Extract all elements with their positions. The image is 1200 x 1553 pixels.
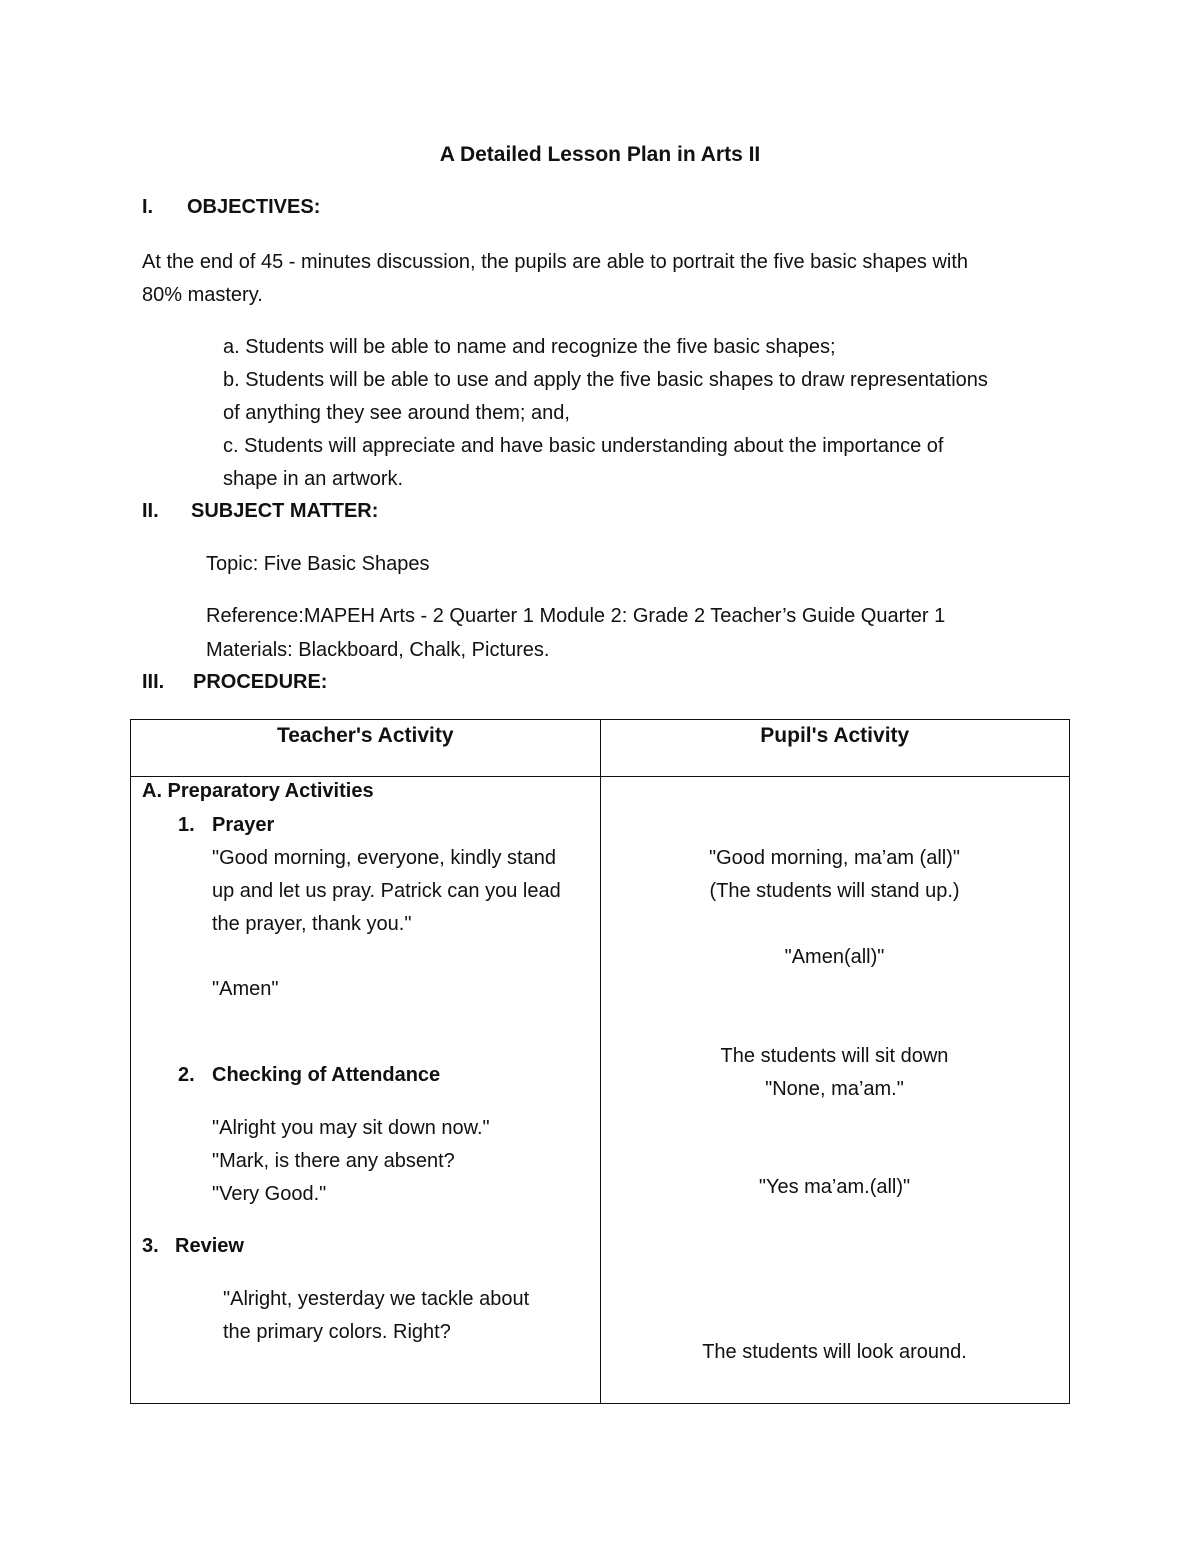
attendance-line-1: "Alright you may sit down now." xyxy=(212,1117,490,1139)
prayer-line-2: up and let us pray. Patrick can you lead xyxy=(212,880,561,902)
pupil-line-3: "Amen(all)" xyxy=(784,946,885,968)
subject-materials: Materials: Blackboard, Chalk, Pictures. xyxy=(206,639,550,661)
section-heading-objectives: OBJECTIVES: xyxy=(187,196,321,218)
objective-item-a: a. Students will be able to name and recognize the five basic shapes; xyxy=(223,336,836,358)
objective-item-b-cont: of anything they see around them; and, xyxy=(223,402,570,424)
subject-topic: Topic: Five Basic Shapes xyxy=(206,553,430,575)
page-title: A Detailed Lesson Plan in Arts II xyxy=(439,143,761,166)
table-header-row xyxy=(131,720,1070,777)
pupil-line-1: "Good morning, ma’am (all)" xyxy=(709,847,960,869)
attendance-line-3: "Very Good." xyxy=(212,1183,327,1205)
teacher-activity-cell xyxy=(131,777,601,1404)
section-number-subject-matter: II. xyxy=(142,500,159,522)
section-heading-procedure: PROCEDURE: xyxy=(193,671,328,693)
objective-item-c: c. Students will appreciate and have basic understanding about the importance of xyxy=(223,435,944,457)
subject-reference: Reference:MAPEH Arts - 2 Quarter 1 Module 2: Grade 2 Teacher’s Guide Quarter 1 xyxy=(206,605,946,627)
objectives-intro-line-1: At the end of 45 - minutes discussion, the pupils are able to portrait the five basic shapes with xyxy=(142,251,969,273)
section-number-procedure: III. xyxy=(142,671,165,693)
objective-item-b: b. Students will be able to use and apply the five basic shapes to draw representations xyxy=(223,369,988,391)
pupil-line-5: "None, ma’am." xyxy=(765,1078,904,1100)
attendance-heading: Checking of Attendance xyxy=(212,1064,441,1086)
review-line-2: the primary colors. Right? xyxy=(223,1321,451,1343)
prayer-line-3: the prayer, thank you." xyxy=(212,913,412,935)
review-number: 3. xyxy=(142,1235,159,1257)
objective-item-c-cont: shape in an artwork. xyxy=(223,468,404,490)
attendance-line-2: "Mark, is there any absent? xyxy=(212,1150,455,1172)
pupil-activity-cell xyxy=(600,777,1070,1404)
amen-line: "Amen" xyxy=(212,978,279,1000)
preparatory-activities-heading: A. Preparatory Activities xyxy=(142,780,374,802)
header-pupils-activity: Pupil's Activity xyxy=(600,720,1070,777)
header-teachers-activity: Teacher's Activity xyxy=(131,720,601,777)
table-row xyxy=(131,777,1070,1404)
procedure-table xyxy=(130,719,1070,1404)
prayer-number: 1. xyxy=(178,814,195,836)
objectives-intro-line-2: 80% mastery. xyxy=(142,284,263,306)
pupil-line-2: (The students will stand up.) xyxy=(709,880,960,902)
section-heading-subject-matter: SUBJECT MATTER: xyxy=(191,500,379,522)
pupil-line-4: The students will sit down xyxy=(720,1045,949,1067)
prayer-heading: Prayer xyxy=(212,814,275,836)
pupil-line-7: The students will look around. xyxy=(702,1341,967,1363)
pupil-line-6: "Yes ma’am.(all)" xyxy=(758,1176,911,1198)
review-heading: Review xyxy=(175,1235,244,1257)
review-line-1: "Alright, yesterday we tackle about xyxy=(223,1288,530,1310)
attendance-number: 2. xyxy=(178,1064,195,1086)
prayer-line-1: "Good morning, everyone, kindly stand xyxy=(212,847,556,869)
section-number-objectives: I. xyxy=(142,196,154,218)
